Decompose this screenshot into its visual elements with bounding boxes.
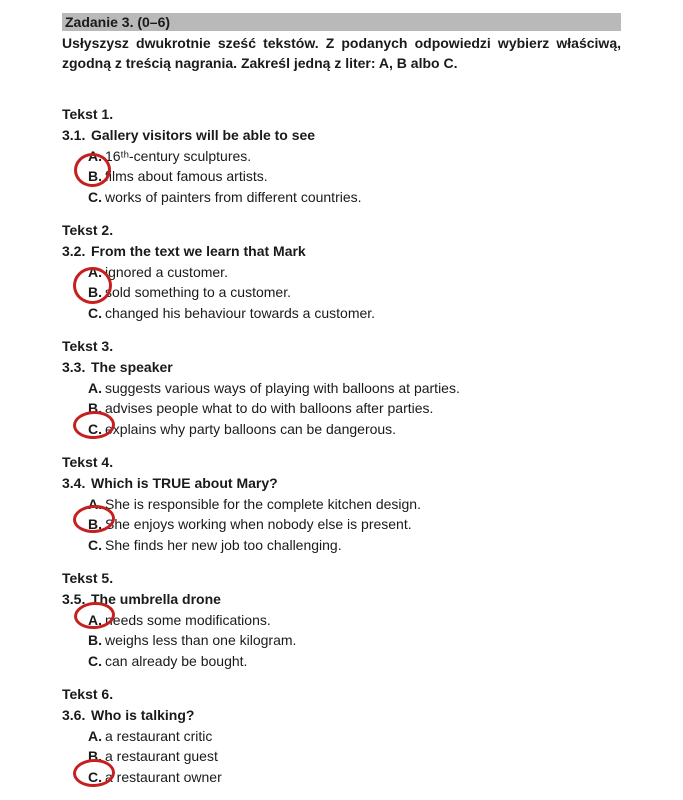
option-letter: B.: [88, 168, 102, 185]
option-letter: B.: [88, 516, 102, 533]
option-letter: B.: [88, 632, 102, 649]
option-text: sold something to a customer.: [105, 284, 291, 301]
option-text: weighs less than one kilogram.: [105, 632, 297, 649]
option-text: a restaurant owner: [105, 769, 222, 786]
option-row: [62, 610, 621, 631]
section-tekst-3: [62, 336, 621, 440]
section-tekst-2: [62, 220, 621, 324]
question-number: 3.6.: [62, 706, 86, 723]
question-text: Who is talking?: [91, 706, 195, 723]
option-letter: C.: [88, 653, 102, 670]
section-tekst-6: [62, 684, 621, 788]
option-letter: A.: [88, 727, 102, 744]
option-text: ignored a customer.: [105, 263, 228, 280]
option-letter: A.: [88, 495, 102, 512]
question-row: [62, 589, 621, 610]
option-text: She finds her new job too challenging.: [105, 537, 342, 554]
question-text: Gallery visitors will be able to see: [91, 126, 316, 143]
option-letter: C.: [88, 305, 102, 322]
option-letter: A.: [88, 611, 102, 628]
question-row: [62, 241, 621, 262]
question-text: From the text we learn that Mark: [91, 242, 306, 259]
question-row: [62, 125, 621, 146]
option-row: [62, 419, 621, 440]
option-text: needs some modifications.: [105, 611, 271, 628]
option-letter: A.: [88, 147, 102, 164]
task-title: Zadanie 3. (0–6): [65, 14, 171, 30]
option-text: suggests various ways of playing with balloons at parties.: [105, 379, 460, 396]
tekst-label: Tekst 2.: [62, 221, 114, 238]
tekst-label: Tekst 3.: [62, 337, 114, 354]
option-letter: B.: [88, 400, 102, 417]
option-letter: C.: [88, 421, 102, 438]
option-text: advises people what to do with balloons after parties.: [105, 400, 434, 417]
option-row: [62, 378, 621, 399]
instruction-line: zgodną z treścią nagrania. Zakreśl jedną z liter: A, B albo C.: [62, 55, 458, 71]
tekst-label: Tekst 1.: [62, 106, 114, 122]
option-text: She enjoys working when nobody else is present.: [105, 516, 412, 533]
question-row: [62, 705, 621, 726]
option-text: a restaurant critic: [105, 727, 213, 744]
question-number: 3.5.: [62, 590, 86, 607]
option-row: [62, 494, 621, 515]
option-letter: A.: [88, 263, 102, 280]
option-letter: B.: [88, 284, 102, 301]
option-row: [62, 166, 621, 187]
option-row: [62, 514, 621, 535]
question-number: 3.2.: [62, 242, 86, 259]
section-tekst-1: [62, 104, 621, 208]
option-letter: B.: [88, 748, 102, 765]
question-number: 3.4.: [62, 474, 86, 491]
option-text: a restaurant guest: [105, 748, 218, 765]
option-row: [62, 187, 621, 208]
section-tekst-4: [62, 452, 621, 556]
option-row: [62, 398, 621, 419]
option-row: [62, 630, 621, 651]
task-instructions: [62, 33, 621, 73]
questions-list: [62, 104, 621, 788]
option-row: [62, 282, 621, 303]
option-row: [62, 726, 621, 747]
option-text: films about famous artists.: [105, 168, 268, 185]
question-row: [62, 473, 621, 494]
option-text: works of painters from different countries.: [105, 189, 362, 206]
option-row: [62, 146, 621, 167]
question-text: The umbrella drone: [91, 590, 221, 607]
option-text: 16ᵗʰ-century sculptures.: [105, 147, 252, 164]
option-row: [62, 535, 621, 556]
instruction-line: Usłyszysz dwukrotnie sześć tekstów. Z podanych odpowiedzi wybierz właściwą,: [62, 35, 621, 51]
option-row: [62, 651, 621, 672]
question-number: 3.1.: [62, 126, 86, 143]
option-letter: C.: [88, 537, 102, 554]
tekst-label: Tekst 5.: [62, 569, 114, 586]
option-letter: C.: [88, 769, 102, 786]
option-text: changed his behaviour towards a customer.: [105, 305, 376, 322]
tekst-label: Tekst 6.: [62, 685, 114, 702]
question-text: The speaker: [91, 358, 173, 375]
option-row: [62, 746, 621, 767]
option-text: can already be bought.: [105, 653, 248, 670]
option-row: [62, 303, 621, 324]
option-row: [62, 767, 621, 788]
question-row: [62, 357, 621, 378]
option-text: explains why party balloons can be dangerous.: [105, 421, 397, 438]
tekst-label: Tekst 4.: [62, 453, 114, 470]
option-letter: A.: [88, 379, 102, 396]
option-row: [62, 262, 621, 283]
task-header: [62, 13, 621, 31]
question-text: Which is TRUE about Mary?: [91, 474, 278, 491]
section-tekst-5: [62, 568, 621, 672]
option-letter: C.: [88, 189, 102, 206]
option-text: She is responsible for the complete kitchen design.: [105, 495, 421, 512]
question-number: 3.3.: [62, 358, 86, 375]
exam-page: [62, 13, 621, 800]
